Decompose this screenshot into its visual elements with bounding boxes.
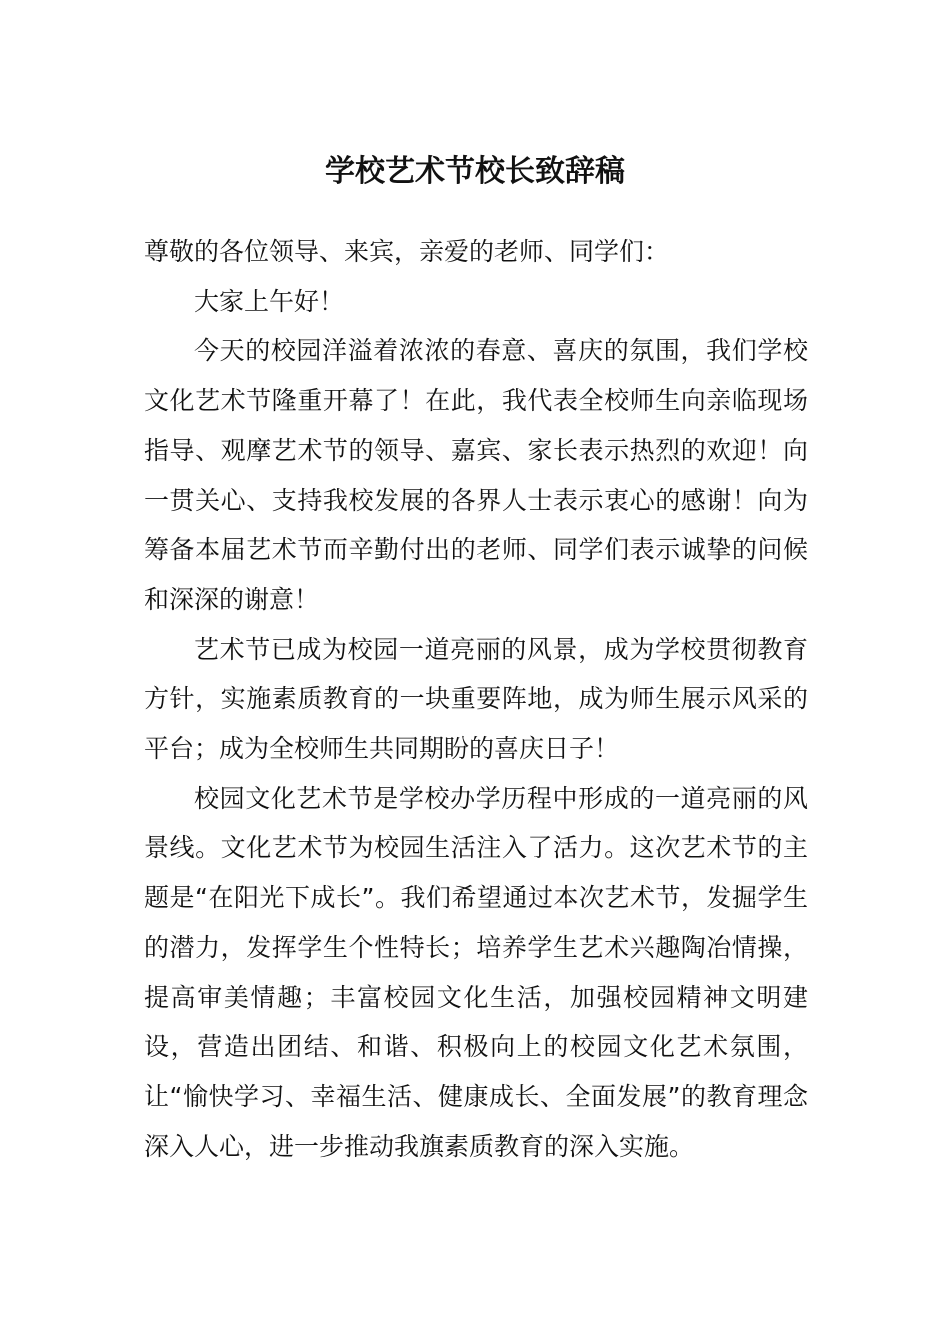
document-body bbox=[144, 227, 808, 1171]
paragraph-significance: 艺术节已成为校园一道亮丽的风景，成为学校贯彻教育方针，实施素质教育的一块重要阵地，成为师生展示风采的平台；成为全校师生共同期盼的喜庆日子！ bbox=[144, 634, 808, 764]
document-title: 学校艺术节校长致辞稿 bbox=[325, 154, 625, 190]
paragraph-theme: 校园文化艺术节是学校办学历程中形成的一道亮丽的风景线。文化艺术节为校园生活注入了活力。这次艺术节的主题是“在阳光下成长”。我们希望通过本次艺术节，发掘学生的潜力，发挥学生个性特长；培养学生艺术兴趣陶冶情操，提高审美情趣；丰富校园文化生活，加强校园精神文明建设，营造出团结、和谐、积极向上的校园文化艺术氛围，让“愉快学习、幸福生活、健康成长、全面发展”的教育理念深入人心，进一步推动我旗素质教育的深入实施。 bbox=[144, 783, 808, 1161]
paragraph-greeting: 大家上午好！ bbox=[194, 286, 345, 316]
paragraph-opening: 今天的校园洋溢着浓浓的春意、喜庆的氛围，我们学校文化艺术节隆重开幕了！在此，我代表全校师生向亲临现场指导、观摩艺术节的领导、嘉宾、家长表示热烈的欢迎！向一贯关心、支持我校发展的各界人士表示衷心的感谢！向为筹备本届艺术节而辛勤付出的老师、同学们表示诚挚的问候和深深的谢意！ bbox=[144, 336, 808, 614]
salutation: 尊敬的各位领导、来宾，亲爱的老师、同学们： bbox=[144, 237, 670, 266]
